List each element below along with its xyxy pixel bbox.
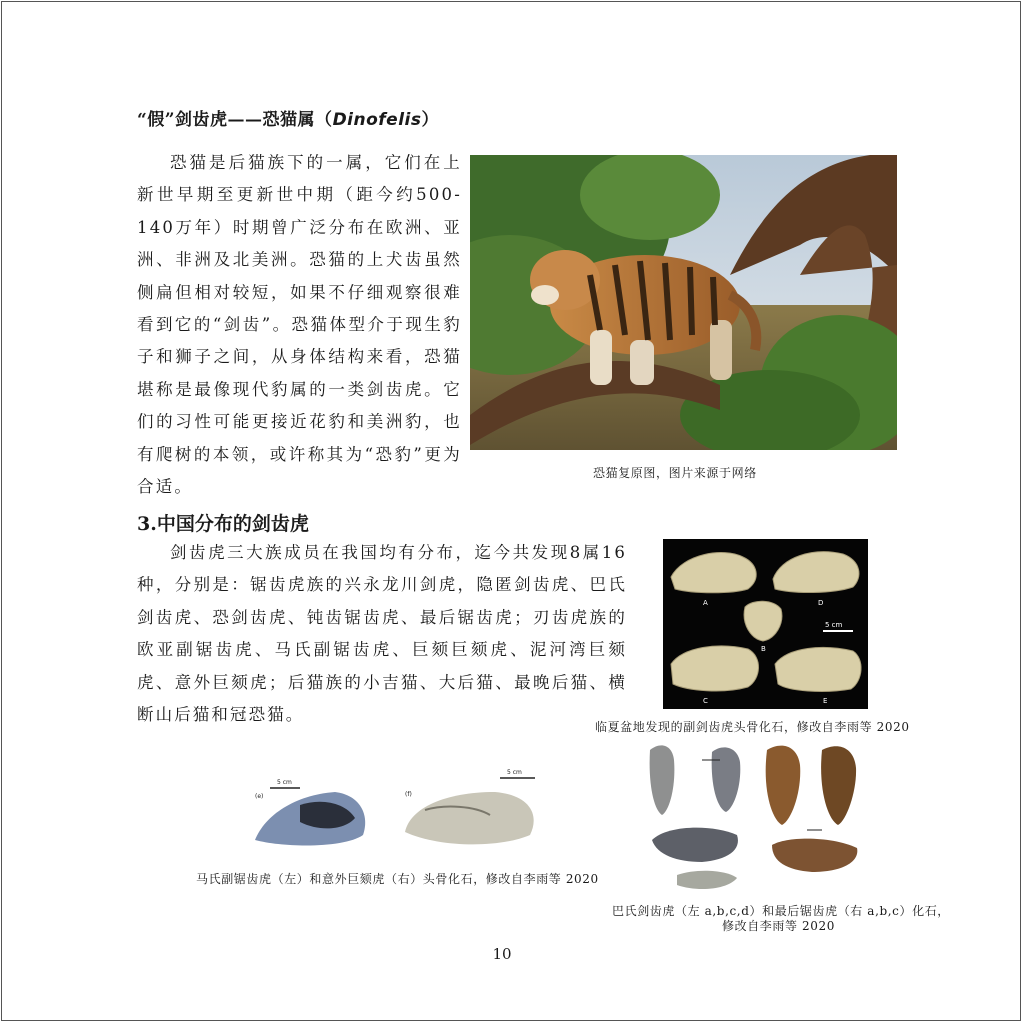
photo-caption: 恐猫复原图，图片来源于网络 bbox=[593, 466, 757, 480]
fossil-grid-caption-line1: 巴氏剑齿虎（左 a,b,c,d）和最后锯齿虎（右 a,b,c）化石， bbox=[612, 904, 950, 918]
dinofelis-paragraph: 恐猫是后猫族下的一属，它们在上新世早期至更新世中期（距今约500-140万年）时期曾广泛分布在欧洲、亚洲、非洲及北美洲。恐猫的上犬齿虽然侧扁但相对较短，如果不仔细观察很难看到它的“剑齿”。恐猫体型介于现生豹子和狮子之间，从身体结构来看，恐猫堪称是最像现代豹属的一类剑齿虎。它们的习性可能更接近花豹和美洲豹，也有爬树的本领，或许称其为“恐豹”更为合适。 bbox=[137, 153, 462, 497]
fossil-panel-caption: 临夏盆地发现的副剑齿虎头骨化石，修改自李雨等 2020 bbox=[595, 720, 910, 734]
heading-latin: Dinofelis bbox=[332, 110, 422, 130]
skull-label-e: (e) bbox=[255, 793, 264, 800]
dinofelis-reconstruction-image bbox=[470, 155, 897, 450]
section-heading bbox=[137, 105, 439, 130]
skull-scale-right: 5 cm bbox=[507, 769, 522, 776]
skull-pair-caption: 马氏副锯齿虎（左）和意外巨颏虎（右）头骨化石，修改自李雨等 2020 bbox=[196, 872, 599, 886]
panel-label-e: E bbox=[823, 697, 828, 705]
panel-label-d: D bbox=[818, 599, 824, 607]
skull-pair-image bbox=[245, 760, 545, 855]
panel-label-a: A bbox=[703, 599, 708, 607]
heading-prefix: “假”剑齿虎——恐猫属（ bbox=[137, 110, 333, 130]
panel-label-c: C bbox=[703, 697, 708, 705]
fossil-grid-caption-line2: 修改自李雨等 2020 bbox=[722, 919, 835, 933]
fossil-grid-image bbox=[642, 740, 872, 900]
chapter-heading: 3.中国分布的剑齿虎 bbox=[137, 513, 309, 535]
panel-label-b: B bbox=[761, 645, 766, 653]
skull-fossil-panel bbox=[663, 539, 868, 709]
heading-suffix: ） bbox=[421, 110, 439, 130]
page-number: 10 bbox=[492, 945, 512, 963]
panel-scale-label: 5 cm bbox=[825, 621, 843, 629]
skull-label-f: (f) bbox=[405, 791, 412, 798]
skull-scale-left: 5 cm bbox=[277, 779, 292, 786]
china-sabertooth-paragraph: 剑齿虎三大族成员在我国均有分布，迄今共发现8属16种，分别是：锯齿虎族的兴永龙川剑虎，隐匿剑齿虎、巴氏剑齿虎、恐剑齿虎、钝齿锯齿虎、最后锯齿虎；刃齿虎族的欧亚副锯齿虎、马氏副锯齿虎、巨颏巨颏虎、泥河湾巨颏虎、意外巨颏虎；后猫族的小吉猫、大后猫、最晚后猫、横断山后猫和冠恐猫。 bbox=[137, 543, 627, 725]
